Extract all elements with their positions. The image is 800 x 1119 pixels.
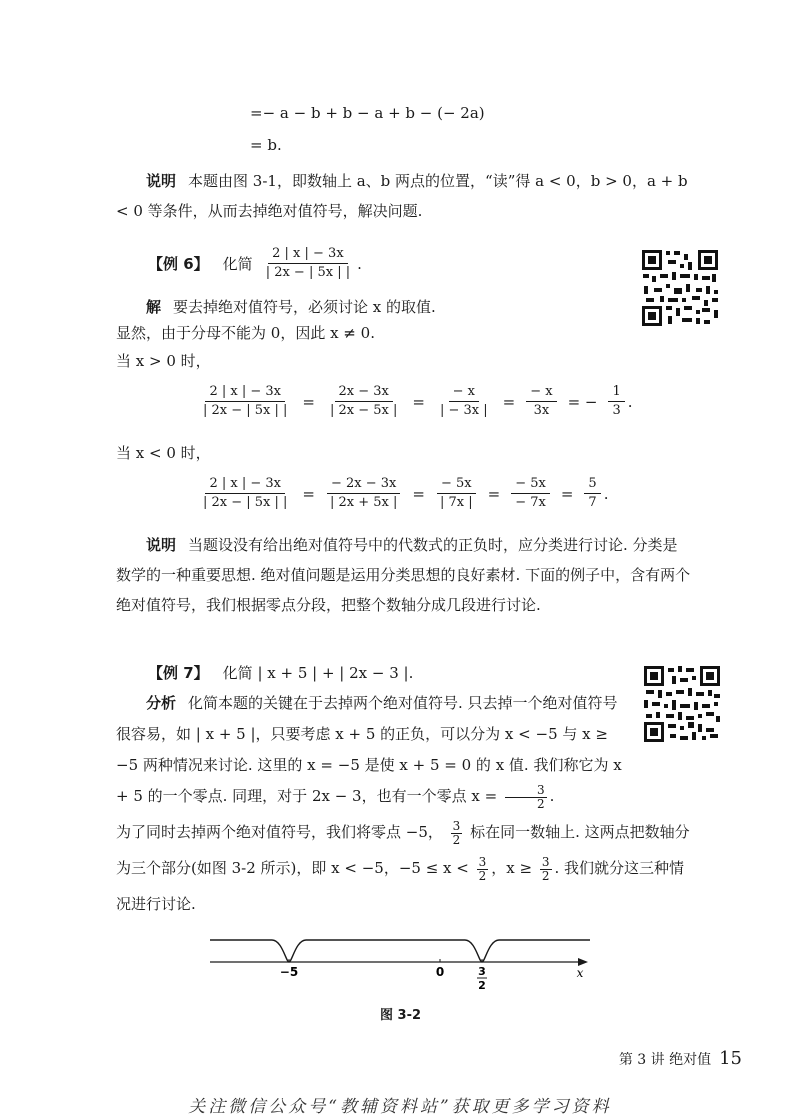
period: . bbox=[603, 484, 609, 503]
numerator: 5 bbox=[584, 476, 600, 494]
eq1-fraction-5 bbox=[608, 384, 624, 419]
numerator: 2 | x | − 3x bbox=[205, 476, 285, 494]
equals-sign: = bbox=[302, 392, 315, 411]
denominator: | 2x + 5x | bbox=[330, 495, 398, 510]
analysis-text-2d: . 我们就分这三种情况进行讨论. bbox=[116, 859, 685, 913]
example-6-solution bbox=[116, 292, 691, 322]
note-2-label: 说明 bbox=[146, 536, 177, 554]
solution-label: 解 bbox=[146, 298, 162, 316]
note-1 bbox=[116, 166, 691, 226]
case-positive: 当 x > 0 时， bbox=[116, 352, 211, 370]
numerator: − x bbox=[526, 384, 556, 402]
equals-sign: = bbox=[302, 484, 315, 503]
equals-sign: = bbox=[412, 392, 425, 411]
analysis-text-2b: 标在同一数轴上. 这两点把数轴分为三个部分(如图 3-2 所示)，即 x < −5，−5 ≤ x < bbox=[116, 823, 690, 877]
analysis-text-1: 化简本题的关键在于去掉两个绝对值符号. 只去掉一个绝对值符号很容易，如 | x + 5 |，只要考虑 x + 5 的正负，可以分为 x < −5 与 x ≥ −5 两种情况来讨论. 这里的 x = −5 是使 x + 5 = 0 的 x 值. 我们称它为 x + 5 的一个零点. 同理，对于 2x − 3，也有一个零点 x = bbox=[116, 694, 622, 805]
denominator: 2 bbox=[541, 868, 550, 883]
numerator: 1 bbox=[608, 384, 624, 402]
numerator: 3 bbox=[505, 784, 547, 798]
eq1-fraction-4 bbox=[526, 384, 556, 419]
denominator: 7 bbox=[588, 495, 597, 510]
equation-line-2: = b. bbox=[250, 136, 282, 154]
equals-sign: = bbox=[412, 484, 425, 503]
numerator: 2 | x | − 3x bbox=[205, 384, 285, 402]
fraction-denominator: | 2x − | 5x | | bbox=[265, 265, 351, 280]
analysis-text-2a: 为了同时去掉两个绝对值符号，我们将零点 −5， bbox=[116, 823, 443, 841]
denominator: 2 bbox=[478, 868, 487, 883]
note-2-text: 当题设没有给出绝对值符号中的代数式的正负时，应分类进行讨论. 分类是数学的一种重要思想. 绝对值问题是运用分类思想的良好素材. 下面的例子中，含有两个绝对值符号，我们根据零点分段，把整个数轴分成几段进行讨论. bbox=[116, 536, 691, 614]
denominator: 3 bbox=[612, 403, 621, 418]
chapter-title: 第 3 讲 绝对值 bbox=[618, 1052, 712, 1068]
equation-line-1: =− a − b + b − a + b − (− 2a) bbox=[250, 104, 485, 122]
fraction-numerator: 2 | x | − 3x bbox=[268, 246, 348, 264]
denominator: − 7x bbox=[515, 495, 546, 510]
denominator: | − 3x | bbox=[439, 403, 488, 418]
tick-0-label: 0 bbox=[435, 965, 445, 979]
example-6-fraction bbox=[262, 246, 354, 281]
equals-sign: = bbox=[487, 484, 501, 503]
analysis-label: 分析 bbox=[146, 694, 177, 712]
axis-label-x: x bbox=[576, 966, 584, 980]
period: . bbox=[627, 392, 633, 411]
denominator: | 2x − | 5x | | bbox=[203, 403, 288, 418]
denominator: | 2x − 5x | bbox=[330, 403, 398, 418]
numerator: 3 bbox=[452, 818, 461, 833]
example-7-label: 【例 7】 bbox=[148, 664, 209, 682]
numerator: − 5x bbox=[437, 476, 476, 494]
x-axis-arrow bbox=[578, 958, 588, 966]
numerator: − 2x − 3x bbox=[327, 476, 400, 494]
eq1-fraction-1 bbox=[199, 384, 291, 419]
eq2-fraction-2 bbox=[326, 476, 401, 511]
numerator: 3 bbox=[541, 854, 550, 869]
page-footer bbox=[619, 1048, 742, 1069]
note-1-label: 说明 bbox=[146, 172, 177, 190]
eq2-fraction-5 bbox=[584, 476, 600, 511]
result-sign: = bbox=[560, 484, 574, 503]
example-7-heading bbox=[148, 662, 413, 683]
result-sign: = − bbox=[567, 392, 598, 411]
watermark-text: 关注微信公众号“教辅资料站”获取更多学习资料 bbox=[188, 1097, 612, 1117]
example-6-task: 化简 bbox=[222, 255, 253, 273]
denominator: 3x bbox=[533, 403, 550, 418]
example-6-heading bbox=[148, 246, 362, 281]
tick-32-denominator: 2 bbox=[478, 979, 486, 992]
tick-32-numerator: 3 bbox=[478, 965, 486, 978]
analysis-paragraph-1 bbox=[116, 688, 631, 812]
equals-sign: = bbox=[502, 392, 516, 411]
note-1-text: 本题由图 3-1，即数轴上 a、b 两点的位置，“读”得 a < 0，b > 0，a + b < 0 等条件，从而去掉绝对值符号，解决问题. bbox=[116, 172, 688, 220]
eq1-fraction-3 bbox=[436, 384, 492, 419]
analysis-text-2c: ，x ≥ bbox=[491, 859, 533, 877]
analysis-paragraph-2 bbox=[116, 814, 691, 922]
numerator: 3 bbox=[478, 854, 487, 869]
fraction-three-halves-3 bbox=[477, 856, 489, 883]
eq2-fraction-4 bbox=[511, 476, 550, 511]
note-2 bbox=[116, 530, 691, 620]
tick-neg5-label: −5 bbox=[279, 965, 299, 979]
figure-caption: 图 3-2 bbox=[380, 1008, 422, 1023]
denominator: | 7x | bbox=[439, 495, 473, 510]
page-number: 15 bbox=[719, 1048, 742, 1069]
eq2-fraction-3 bbox=[436, 476, 477, 511]
numerator: − 5x bbox=[511, 476, 550, 494]
equation-case-negative bbox=[196, 476, 608, 511]
case-negative: 当 x < 0 时， bbox=[116, 444, 211, 462]
fraction-three-halves-4 bbox=[540, 856, 552, 883]
solution-text: 要去掉绝对值符号，必须讨论 x 的取值. bbox=[173, 298, 436, 316]
numerator: − x bbox=[449, 384, 479, 402]
numerator: 2x − 3x bbox=[335, 384, 393, 402]
qr-code-example-7 bbox=[642, 664, 722, 744]
fraction-three-halves-2 bbox=[451, 820, 463, 847]
denominator: 2 bbox=[536, 796, 545, 811]
example-6-line-2: 显然，由于分母不能为 0，因此 x ≠ 0. bbox=[116, 324, 375, 342]
period: . bbox=[549, 787, 555, 805]
figure-number-line bbox=[200, 930, 600, 1000]
period: . bbox=[357, 254, 362, 273]
curve-zero-points bbox=[210, 940, 590, 962]
eq2-fraction-1 bbox=[199, 476, 291, 511]
eq1-fraction-2 bbox=[326, 384, 401, 419]
example-6-label: 【例 6】 bbox=[148, 255, 209, 273]
denominator: | 2x − | 5x | | bbox=[203, 495, 288, 510]
fraction-three-halves bbox=[505, 784, 547, 811]
example-7-task: 化简 | x + 5 | + | 2x − 3 |. bbox=[222, 664, 414, 682]
denominator: 2 bbox=[452, 832, 461, 847]
equation-case-positive bbox=[196, 384, 633, 419]
